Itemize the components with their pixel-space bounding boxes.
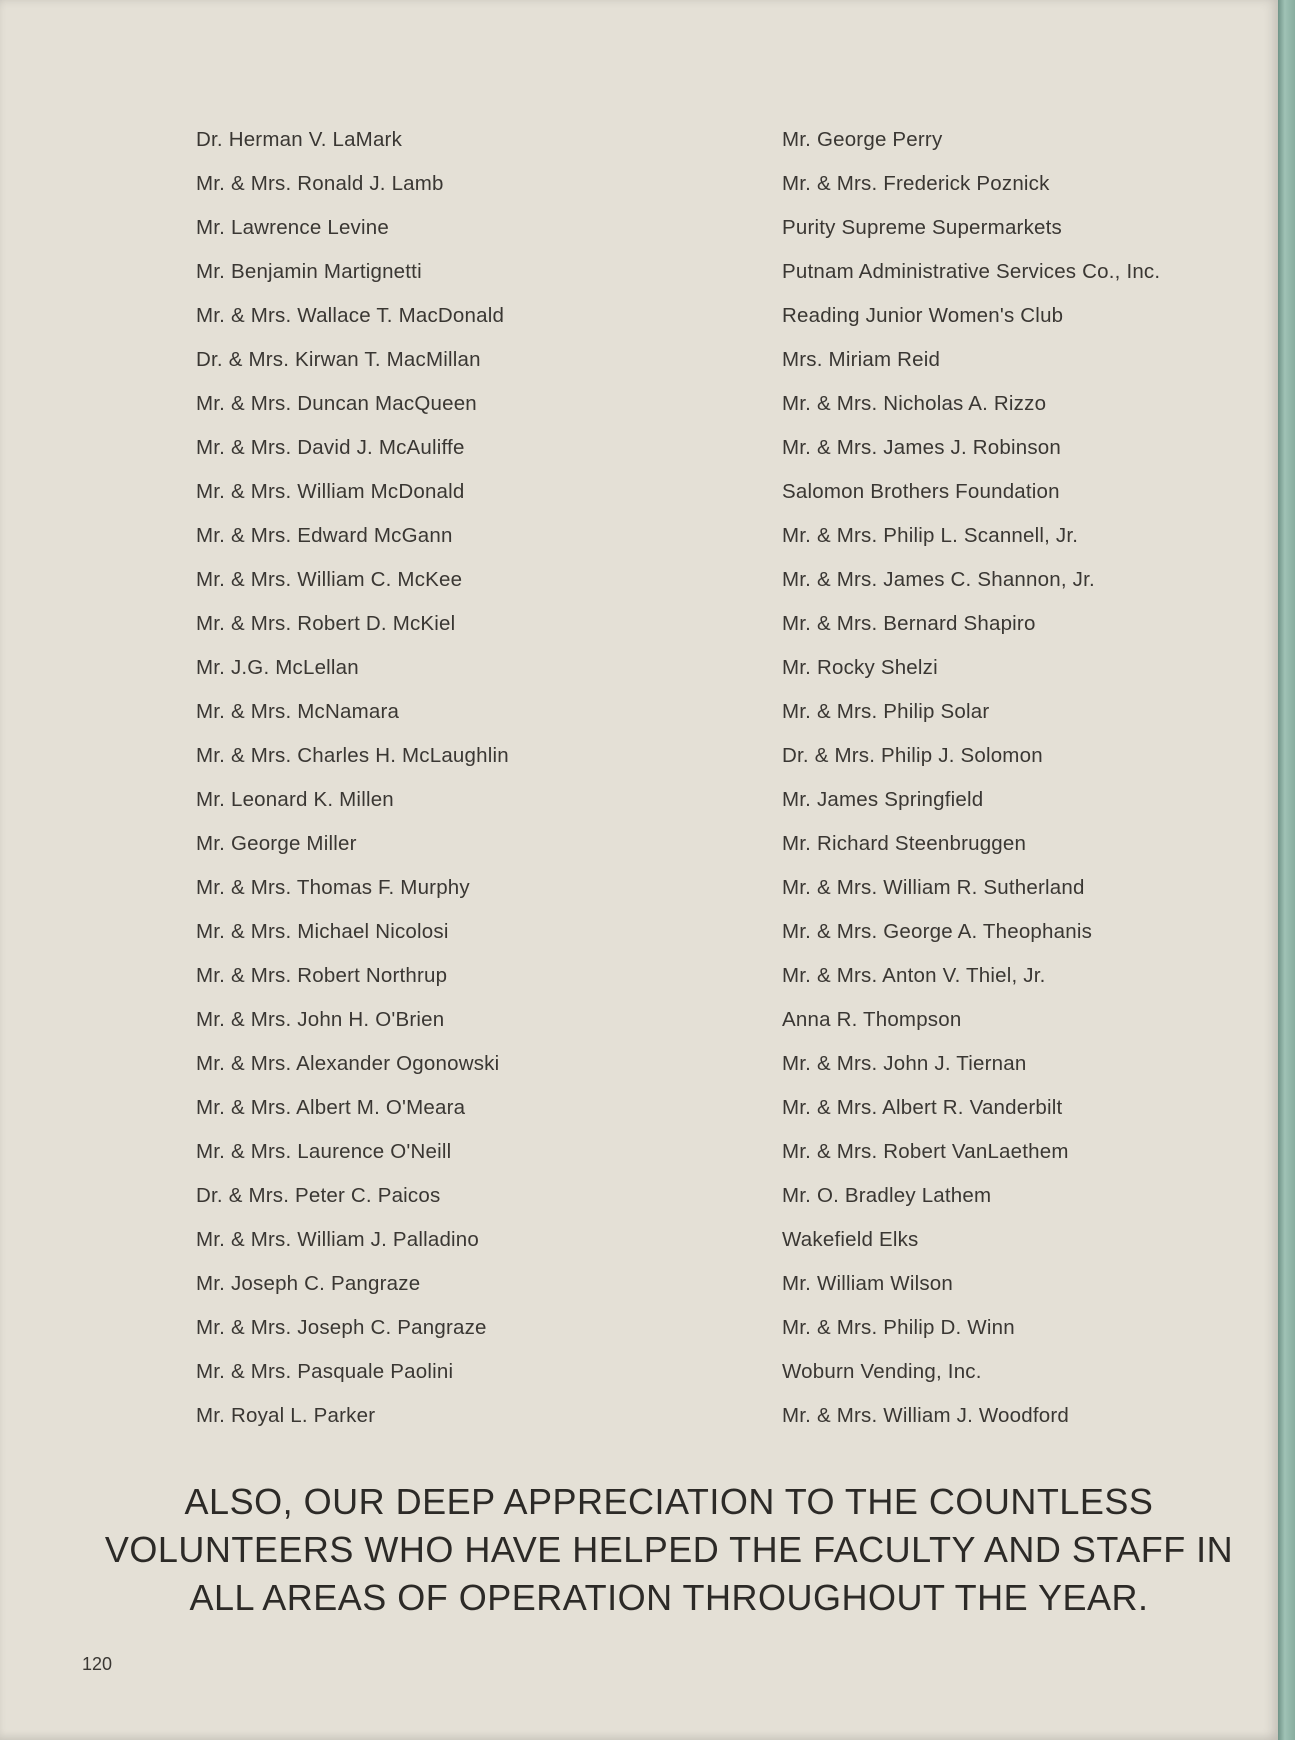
- appreciation-statement: [60, 1478, 1278, 1622]
- donor-name: Mr. & Mrs. Philip Solar: [782, 700, 990, 723]
- donor-name: Wakefield Elks: [782, 1228, 919, 1251]
- donor-name: Mr. & Mrs. Philip L. Scannell, Jr.: [782, 524, 1079, 547]
- donor-name: Salomon Brothers Foundation: [782, 480, 1060, 503]
- donor-name: Mr. & Mrs. William C. McKee: [196, 568, 463, 591]
- donor-name: Dr. & Mrs. Kirwan T. MacMillan: [196, 348, 481, 371]
- donor-name: Mr. & Mrs. William J. Palladino: [196, 1228, 479, 1251]
- donor-name: Mr. & Mrs. William McDonald: [196, 480, 465, 503]
- donor-name: Mr. & Mrs. Duncan MacQueen: [196, 392, 477, 415]
- donor-name: Woburn Vending, Inc.: [782, 1360, 982, 1383]
- donor-name: Anna R. Thompson: [782, 1008, 962, 1031]
- donor-list-right: [782, 118, 1160, 1438]
- donor-name: Mr. George Miller: [196, 832, 357, 855]
- donor-name: Mr. Joseph C. Pangraze: [196, 1272, 421, 1295]
- donor-name: Mr. Benjamin Martignetti: [196, 260, 422, 283]
- donor-name: Mrs. Miriam Reid: [782, 348, 941, 371]
- donor-name: Mr. O. Bradley Lathem: [782, 1184, 992, 1207]
- donor-name: Mr. Leonard K. Millen: [196, 788, 394, 811]
- donor-name: Mr. & Mrs. Albert M. O'Meara: [196, 1096, 466, 1119]
- donor-name: Mr. J.G. McLellan: [196, 656, 359, 679]
- donor-name: Mr. Richard Steenbruggen: [782, 832, 1027, 855]
- donor-name: Purity Supreme Supermarkets: [782, 216, 1062, 239]
- donor-name: Mr. & Mrs. Bernard Shapiro: [782, 612, 1036, 635]
- donor-name: Mr. & Mrs. Alexander Ogonowski: [196, 1052, 500, 1075]
- donor-list-left: [196, 118, 509, 1438]
- donor-name: Putnam Administrative Services Co., Inc.: [782, 260, 1161, 283]
- donor-name: Mr. & Mrs. McNamara: [196, 700, 400, 723]
- donor-name: Mr. & Mrs. George A. Theophanis: [782, 920, 1093, 943]
- donor-name: Dr. & Mrs. Peter C. Paicos: [196, 1184, 441, 1207]
- appreciation-line: ALL AREAS OF OPERATION THROUGHOUT THE YEAR.: [189, 1577, 1149, 1618]
- donor-name: Mr. & Mrs. Frederick Poznick: [782, 172, 1050, 195]
- donor-name: Mr. & Mrs. John J. Tiernan: [782, 1052, 1027, 1075]
- appreciation-line: VOLUNTEERS WHO HAVE HELPED THE FACULTY AND STAFF IN: [104, 1529, 1234, 1570]
- donor-name: Reading Junior Women's Club: [782, 304, 1064, 327]
- donor-name: Mr. & Mrs. Laurence O'Neill: [196, 1140, 452, 1163]
- donor-name: Mr. & Mrs. John H. O'Brien: [196, 1008, 445, 1031]
- donor-name: Mr. & Mrs. Anton V. Thiel, Jr.: [782, 964, 1046, 987]
- donor-name: Mr. & Mrs. Robert D. McKiel: [196, 612, 456, 635]
- donor-name: Mr. & Mrs. Joseph C. Pangraze: [196, 1316, 487, 1339]
- donor-name: Mr. & Mrs. Robert VanLaethem: [782, 1140, 1069, 1163]
- donor-name: Mr. & Mrs. James C. Shannon, Jr.: [782, 568, 1095, 591]
- donor-name: Mr. Lawrence Levine: [196, 216, 389, 239]
- donor-name: Mr. & Mrs. Albert R. Vanderbilt: [782, 1096, 1063, 1119]
- donor-name: Mr. & Mrs. Nicholas A. Rizzo: [782, 392, 1047, 415]
- donor-name: Mr. & Mrs. Thomas F. Murphy: [196, 876, 470, 899]
- donor-name: Mr. & Mrs. Edward McGann: [196, 524, 453, 547]
- donor-name: Mr. & Mrs. Robert Northrup: [196, 964, 448, 987]
- page-edge: [1278, 0, 1295, 1740]
- donor-name: Mr. & Mrs. Michael Nicolosi: [196, 920, 449, 943]
- donor-name: Mr. & Mrs. Charles H. McLaughlin: [196, 744, 509, 767]
- donor-name: Mr. & Mrs. James J. Robinson: [782, 436, 1062, 459]
- page-number: 120: [82, 1654, 113, 1674]
- donor-name: Dr. & Mrs. Philip J. Solomon: [782, 744, 1043, 767]
- donor-name: Mr. George Perry: [782, 128, 943, 151]
- donor-name: Mr. James Springfield: [782, 788, 984, 811]
- donor-name: Mr. & Mrs. David J. McAuliffe: [196, 436, 465, 459]
- donor-name: Mr. William Wilson: [782, 1272, 954, 1295]
- donor-name: Mr. & Mrs. Pasquale Paolini: [196, 1360, 454, 1383]
- donor-name: Mr. Royal L. Parker: [196, 1404, 376, 1427]
- donor-name: Mr. & Mrs. Wallace T. MacDonald: [196, 304, 505, 327]
- donor-name: Mr. & Mrs. Ronald J. Lamb: [196, 172, 444, 195]
- donor-name: Mr. & Mrs. William R. Sutherland: [782, 876, 1085, 899]
- donor-name: Mr. & Mrs. William J. Woodford: [782, 1404, 1069, 1427]
- donor-name: Mr. & Mrs. Philip D. Winn: [782, 1316, 1015, 1339]
- donor-name: Dr. Herman V. LaMark: [196, 128, 403, 151]
- donor-name: Mr. Rocky Shelzi: [782, 656, 938, 679]
- appreciation-line: ALSO, OUR DEEP APPRECIATION TO THE COUNTLESS: [184, 1481, 1154, 1522]
